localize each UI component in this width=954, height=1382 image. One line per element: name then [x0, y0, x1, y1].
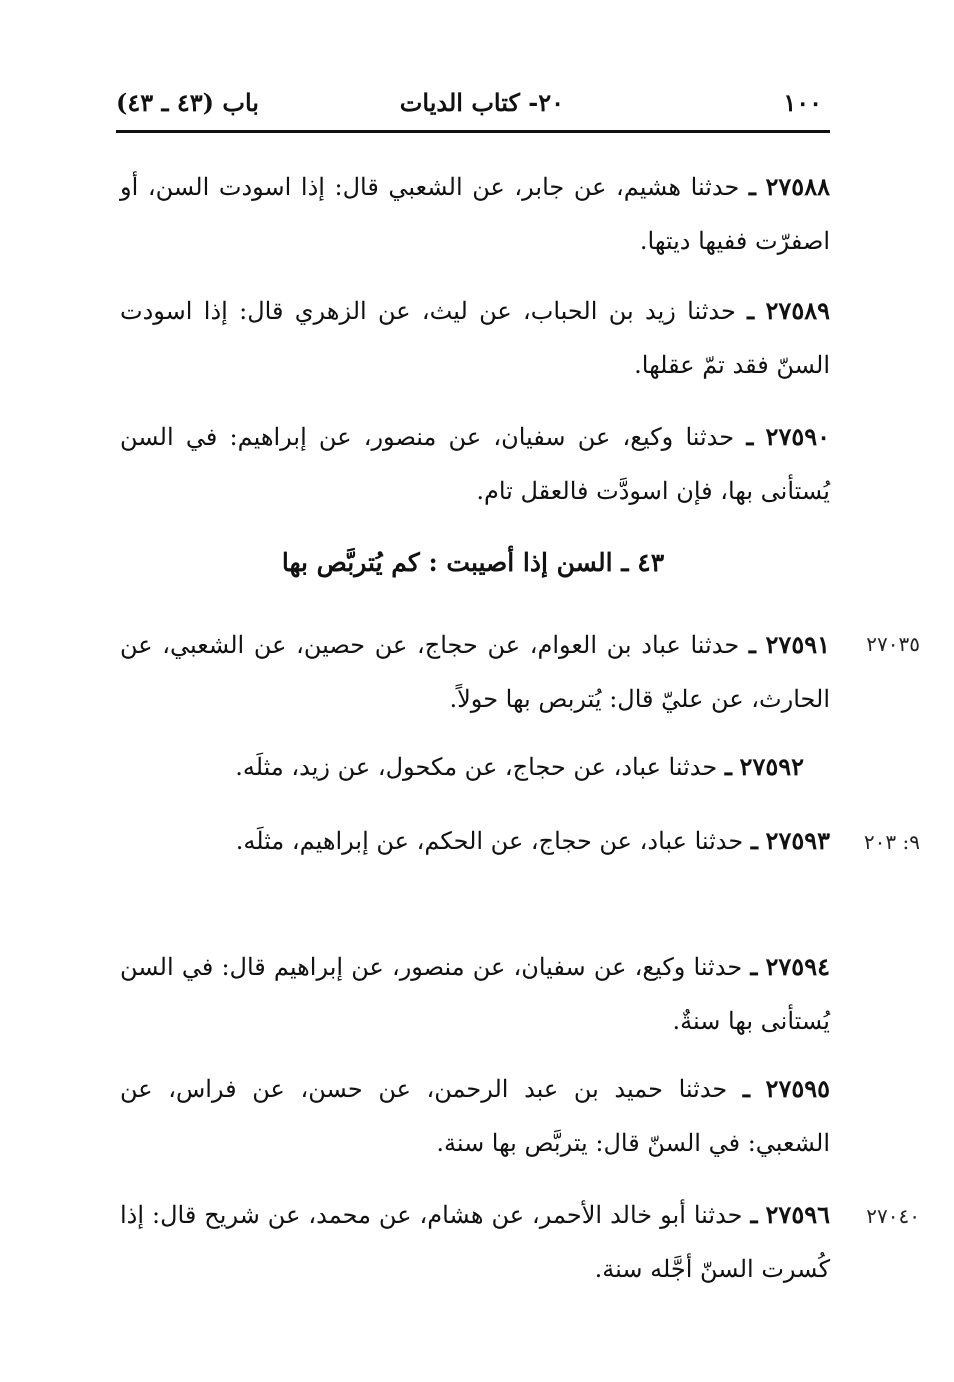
- hadith-text: حدثنا وكيع، عن سفيان، عن منصور، عن إبراهيم: في السن يُستأنى بها، فإن اسودَّت فالعقل تام.: [120, 423, 830, 505]
- chapter-range: باب (٤٣ ـ ٤٣): [116, 88, 259, 117]
- hadith-dash: ـ: [724, 752, 732, 781]
- section-title: ٤٣ ـ السن إذا أصيبت : كم يُتربَّص بها: [281, 548, 665, 577]
- hadith-number: ٢٧٥٩٣: [765, 826, 830, 855]
- hadith-entry: [114, 740, 804, 794]
- hadith-text: حدثنا وكيع، عن سفيان، عن منصور، عن إبراهيم قال: في السن يُستأنى بها سنةٌ.: [120, 953, 830, 1035]
- hadith-dash: ـ: [747, 296, 755, 325]
- margin-reference: ٩: ٢٠٣: [863, 830, 920, 854]
- hadith-entry: [120, 1062, 830, 1170]
- hadith-number: ٢٧٥٩٢: [739, 752, 804, 781]
- hadith-entry: [120, 618, 830, 726]
- hadith-dash: ـ: [750, 1200, 758, 1229]
- hadith-entry: [120, 410, 830, 518]
- hadith-text: حدثنا أبو خالد الأحمر، عن هشام، عن محمد، عن شريح قال: إذا كُسرت السنّ أجَّله سنة.: [120, 1201, 830, 1283]
- hadith-entry: [120, 814, 830, 868]
- hadith-number: ٢٧٥٨٩: [765, 296, 830, 325]
- margin-reference: ٢٧٠٣٥: [866, 632, 920, 656]
- hadith-number: ٢٧٥٩٦: [765, 1200, 830, 1229]
- book-title: ٢٠- كتاب الديات: [399, 88, 564, 117]
- hadith-entry: [120, 284, 830, 392]
- hadith-text: حدثنا حميد بن عبد الرحمن، عن حسن، عن فراس، عن الشعبي: في السنّ قال: يتربَّص بها سنة.: [120, 1075, 830, 1157]
- hadith-text: حدثنا عباد بن العوام، عن حجاج، عن حصين، عن الشعبي، عن الحارث، عن عليّ قال: يُتربص بها حولاً.: [120, 631, 830, 713]
- hadith-text: حدثنا عباد، عن حجاج، عن الحكم، عن إبراهيم، مثلَه.: [235, 827, 744, 855]
- hadith-dash: ـ: [750, 826, 758, 855]
- hadith-number: ٢٧٥٩١: [765, 630, 830, 659]
- hadith-entry: [120, 1188, 830, 1296]
- hadith-dash: ـ: [742, 1074, 750, 1103]
- hadith-entry: [120, 940, 830, 1048]
- hadith-number: ٢٧٥٩٥: [765, 1074, 830, 1103]
- running-header: [116, 88, 822, 124]
- hadith-number: ٢٧٥٨٨: [765, 172, 830, 201]
- hadith-text: حدثنا عباد، عن حجاج، عن مكحول، عن زيد، مثلَه.: [235, 753, 718, 781]
- hadith-dash: ـ: [748, 172, 756, 201]
- hadith-entry: [120, 160, 830, 268]
- hadith-number: ٢٧٥٩٠: [765, 422, 830, 451]
- hadith-text: حدثنا هشيم، عن جابر، عن الشعبي قال: إذا اسودت السن، أو اصفرّت ففيها ديتها.: [120, 173, 830, 255]
- hadith-dash: ـ: [746, 422, 754, 451]
- hadith-text: حدثنا زيد بن الحباب، عن ليث، عن الزهري قال: إذا اسودت السنّ فقد تمّ عقلها.: [120, 297, 830, 379]
- page-number: ١٠٠: [783, 88, 822, 117]
- hadith-dash: ـ: [748, 630, 756, 659]
- margin-reference: ٢٧٠٤٠: [866, 1204, 920, 1228]
- hadith-number: ٢٧٥٩٤: [765, 952, 830, 981]
- header-rule: [116, 130, 830, 133]
- hadith-dash: ـ: [750, 952, 758, 981]
